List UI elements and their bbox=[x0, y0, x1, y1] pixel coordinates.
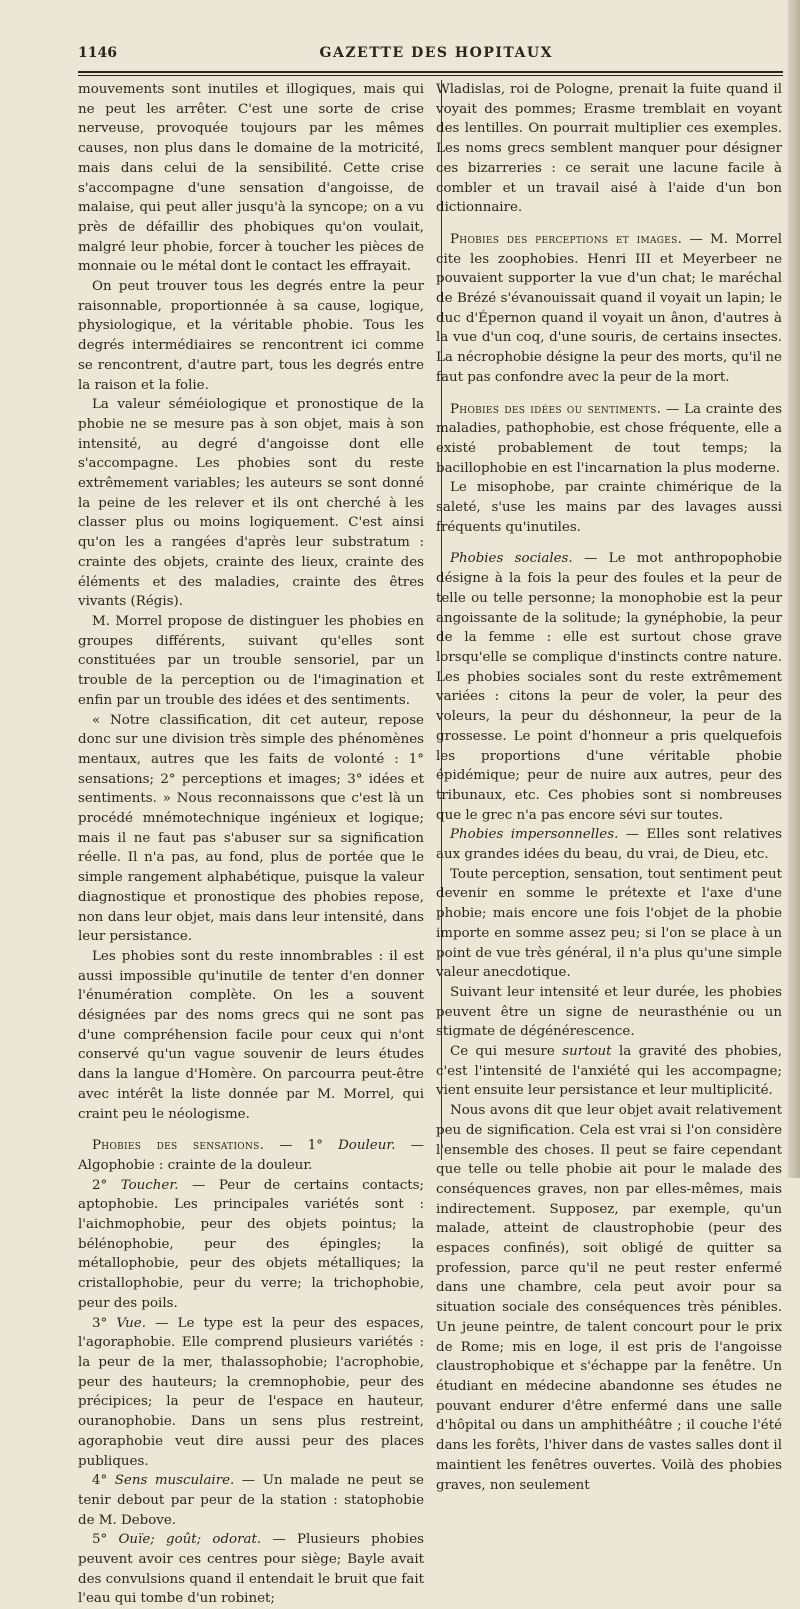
paragraph bbox=[78, 1176, 424, 1314]
paragraph bbox=[78, 1314, 424, 1472]
section-phobies-idees bbox=[436, 400, 782, 479]
section-text: — Peur de certains contacts; aptophobie. Les principales variétés sont : l'aichmophobie, peur des objets pointus; la bélénophobie, peur des épingles; la métallophobie, peur des objets métalliques; la cristallophobie, peur du verre; la trichophobie, peur des poils. bbox=[78, 1177, 424, 1311]
page-header bbox=[78, 38, 783, 68]
section-heading: Phobies des sensations. bbox=[92, 1138, 265, 1154]
subheading: Ouïe; goût; odorat. bbox=[118, 1532, 262, 1548]
paragraph: La valeur séméiologique et pronostique de la phobie ne se mesure pas à son objet, mais à son intensité, au degré d'angoisse dont elle s'accompagne. Les phobies sont du reste extrêmement variables; les auteurs se sont donné la peine de les relever et ils ont cherché à les classer plus ou moins logiquement. C'est ainsi qu'on les a rangées d'après leur substratum : crainte des objets, crainte des lieux, crainte des éléments et des maladies, crainte des êtres vivants (Régis). bbox=[78, 397, 424, 610]
paragraph: Les phobies sont du reste innombrables : il est aussi impossible qu'inutile de tenter d'en donner l'énumération complète. On les a souvent désignées par des noms grecs qui ne sont pas d'une compréhension facile pour ceux qui n'ont conservé qu'un vague souvenir de leurs études dans la langue d'Homère. On parcourra peut-être avec intérêt la liste donnée par M. Morrel, qui craint peu le néologisme. bbox=[78, 948, 424, 1122]
paragraph bbox=[78, 1471, 424, 1530]
paragraph: On peut trouver tous les degrés entre la peur raisonnable, proportionnée à sa cause, logique, physiologique, et la véritable phobie. Tous les degrés intermédiaires se rencontrent ici comme se rencontrent, d'autre part, tous les degrés entre la raison et la folie. bbox=[78, 279, 424, 393]
article-body bbox=[78, 80, 783, 1607]
item-number: 2° bbox=[92, 1177, 121, 1193]
item-number: 4° bbox=[92, 1473, 115, 1489]
emphasis: surtout bbox=[562, 1044, 612, 1060]
dash: — 1° bbox=[264, 1138, 339, 1154]
section-text: — Algophobie : crainte de la douleur. bbox=[78, 1138, 424, 1173]
section-heading: Phobies des idées ou sentiments. bbox=[450, 401, 662, 417]
subheading: Sens musculaire. bbox=[114, 1473, 235, 1489]
section-text: — Le type est la peur des espaces, l'agoraphobie. Elle comprend plusieurs variétés : la peur de la mer, thalassophobie; l'acrophobie, peur des hauteurs; la cremnophobie, peur des précipices; la peur de l'espace en hauteur, ouranophobie. Dans un sens plus restreint, agoraphobie veut dire aussi peur des places publiques. bbox=[78, 1315, 424, 1469]
section-phobies-sensations bbox=[78, 1136, 424, 1175]
journal-title: GAZETTE DES HOPITAUX bbox=[319, 45, 553, 61]
paragraph: mouvements sont inutiles et illogiques, mais qui ne peut les arrêter. C'est une sorte de crise nerveuse, provoquée toujours par les mêmes causes, non plus dans le domaine de la motricité, mais dans celui de la sensibilité. Cette crise s'accompagne d'une sensation d'angoisse, de malaise, qui peut aller jusqu'à la syncope; on a vu près de défaillir des phobiques qu'on voulait, malgré leur phobie, forcer à toucher les pièces de monnaie ou le métal dont le contact les effrayait. bbox=[78, 82, 424, 275]
left-column bbox=[78, 80, 424, 1607]
section-phobies-impersonnelles bbox=[436, 825, 782, 864]
section-text: — Plusieurs phobies peuvent avoir ces centres pour siège; Bayle avait des convulsions quand il entendait le bruit que fait l'eau qui tombe d'un robinet; bbox=[78, 1532, 424, 1607]
section-phobies-sociales bbox=[436, 549, 782, 825]
subheading: Phobies sociales. bbox=[450, 551, 573, 567]
paragraph bbox=[436, 1042, 782, 1101]
right-column bbox=[436, 80, 782, 1493]
header-rule-thick bbox=[78, 71, 783, 73]
section-text: — Elles sont relatives aux grandes idées du beau, du vrai, de Dieu, etc. bbox=[436, 827, 782, 863]
subheading: Phobies impersonnelles. bbox=[450, 827, 619, 843]
item-number: 3° bbox=[92, 1315, 117, 1331]
paragraph: Nous avons dit que leur objet avait relativement peu de signification. Cela est vrai si l'on considère l'ensemble des choses. Il peut se faire cependant que telle ou telle phobie ait pour le malade des conséquences graves, non par elles-mêmes, mais indirectement. Supposez, par exemple, qu'un malade, atteint de claustrophobie (peur des espaces confinés), soit obligé de quitter sa profession, parce qu'il ne peut rester enfermé dans une chambre, cela peut avoir pour sa situation sociale des conséquences très pénibles. Un jeune peintre, de talent concourt pour le prix de Rome; mis en loge, il est pris de l'angoisse claustrophobique et s'échappe par la fenêtre. Un étudiant en médecine abandonne ses études ne pouvant endurer d'être enfermé dans une salle d'hôpital ou dans un amphithéâtre ; il couche l'été dans les forêts, l'hiver dans de vastes salles dont il maintient les fenêtres ouvertes. Voilà des phobies graves, non seulement bbox=[436, 1103, 782, 1493]
paragraph: M. Morrel propose de distinguer les phobies en groupes différents, suivant qu'elles sont constituées par un trouble sensoriel, par un trouble de la perception ou de l'imagination et enfin par un trouble des idées et des sentiments. bbox=[78, 613, 424, 708]
section-text: — M. Morrel cite les zoophobies. Henri III et Meyerbeer ne pouvaient supporter la vue d'un chat; le maréchal de Brézé s'évanouissait quand il voyait un lapin; le duc d'Épernon quand il voyait un ânon, d'autres à la vue d'un coq, d'une souris, de certains insectes. La nécrophobie désigne la peur des morts, qu'il ne faut pas confondre avec la peur de la mort. bbox=[436, 231, 782, 385]
paragraph: Wladislas, roi de Pologne, prenait la fuite quand il voyait des pommes; Erasme tremblait en voyant des lentilles. On pourrait multiplier ces exemples. Les noms grecs semblent manquer pour désigner ces bizarreries : ce serait une lacune facile à combler et un travail aisé à l'aide d'un bon dictionnaire. bbox=[436, 82, 782, 216]
item-number: 5° bbox=[92, 1532, 119, 1548]
page-edge bbox=[788, 0, 800, 1178]
paragraph: Le misophobe, par crainte chimérique de la saleté, s'use les mains par des lavages aussi fréquents qu'inutiles. bbox=[436, 480, 782, 535]
subheading: Toucher. bbox=[120, 1177, 179, 1193]
paragraph: « Notre classification, dit cet auteur, repose donc sur une division très simple des phénomènes mentaux, autres que les faits de volonté : 1° sensations; 2° perceptions et images; 3° idées et sentiments. » Nous reconnaissons que c'est là un procédé mnémotechnique ingénieux et logique; mais il ne faut pas s'abuser sur sa signification réelle. Il n'a pas, au fond, plus de portée que le simple rangement alphabétique, puisque la valeur diagnostique et pronostique des phobies repose, non dans leur objet, mais dans leur intensité, dans leur persistance. bbox=[78, 712, 424, 945]
subheading: Vue. bbox=[116, 1315, 146, 1331]
section-heading: Phobies des perceptions et images. bbox=[450, 231, 683, 247]
paragraph bbox=[78, 1530, 424, 1609]
text-run: la gravité des phobies, c'est l'intensité de l'anxiété qui les accompagne; vient ensuite leur persistance et leur multiplicité. bbox=[436, 1044, 782, 1099]
subheading: Douleur. bbox=[338, 1138, 396, 1154]
header-rule-thin bbox=[78, 75, 783, 76]
section-text: — Un malade ne peut se tenir debout par peur de la station : statophobie de M. Debove. bbox=[78, 1473, 424, 1528]
paragraph: Toute perception, sensation, tout sentiment peut devenir en somme le prétexte et l'axe d'une phobie; mais encore une fois l'objet de la phobie importe en somme assez peu; si l'on se place à un point de vue très général, il n'a plus qu'une simple valeur anecdotique. bbox=[436, 866, 782, 981]
text-run: Ce qui mesure bbox=[450, 1044, 563, 1060]
page-number: 1146 bbox=[78, 45, 117, 61]
section-text: — La crainte des maladies, pathophobie, est chose fréquente, elle a existé probablement de tout temps; la bacillophobie en est l'incarnation la plus moderne. bbox=[436, 401, 782, 476]
section-text: — Le mot anthropophobie désigne à la fois la peur des foules et la peur de telle ou telle personne; la monophobie est la peur angoissante de la solitude; la gynéphobie, la peur de la femme : elle est surtout chose grave lorsqu'elle se complique d'instincts contre nature. Les phobies sociales sont du reste extrêmement variées : citons la peur de voler, la peur des voleurs, la peur du déshonneur, la peur de la grossesse. Le point d'honneur a pris quelquefois les proportions d'une véritable phobie épidémique; peur de nuire aux autres, peur des tribunaux, etc. Ces phobies sont si nombreuses que le grec n'a pas encore sévi sur toutes. bbox=[436, 551, 782, 823]
paragraph: Suivant leur intensité et leur durée, les phobies peuvent être un signe de neurasthénie ou un stigmate de dégénérescence. bbox=[436, 984, 782, 1040]
section-phobies-perceptions bbox=[436, 230, 782, 388]
